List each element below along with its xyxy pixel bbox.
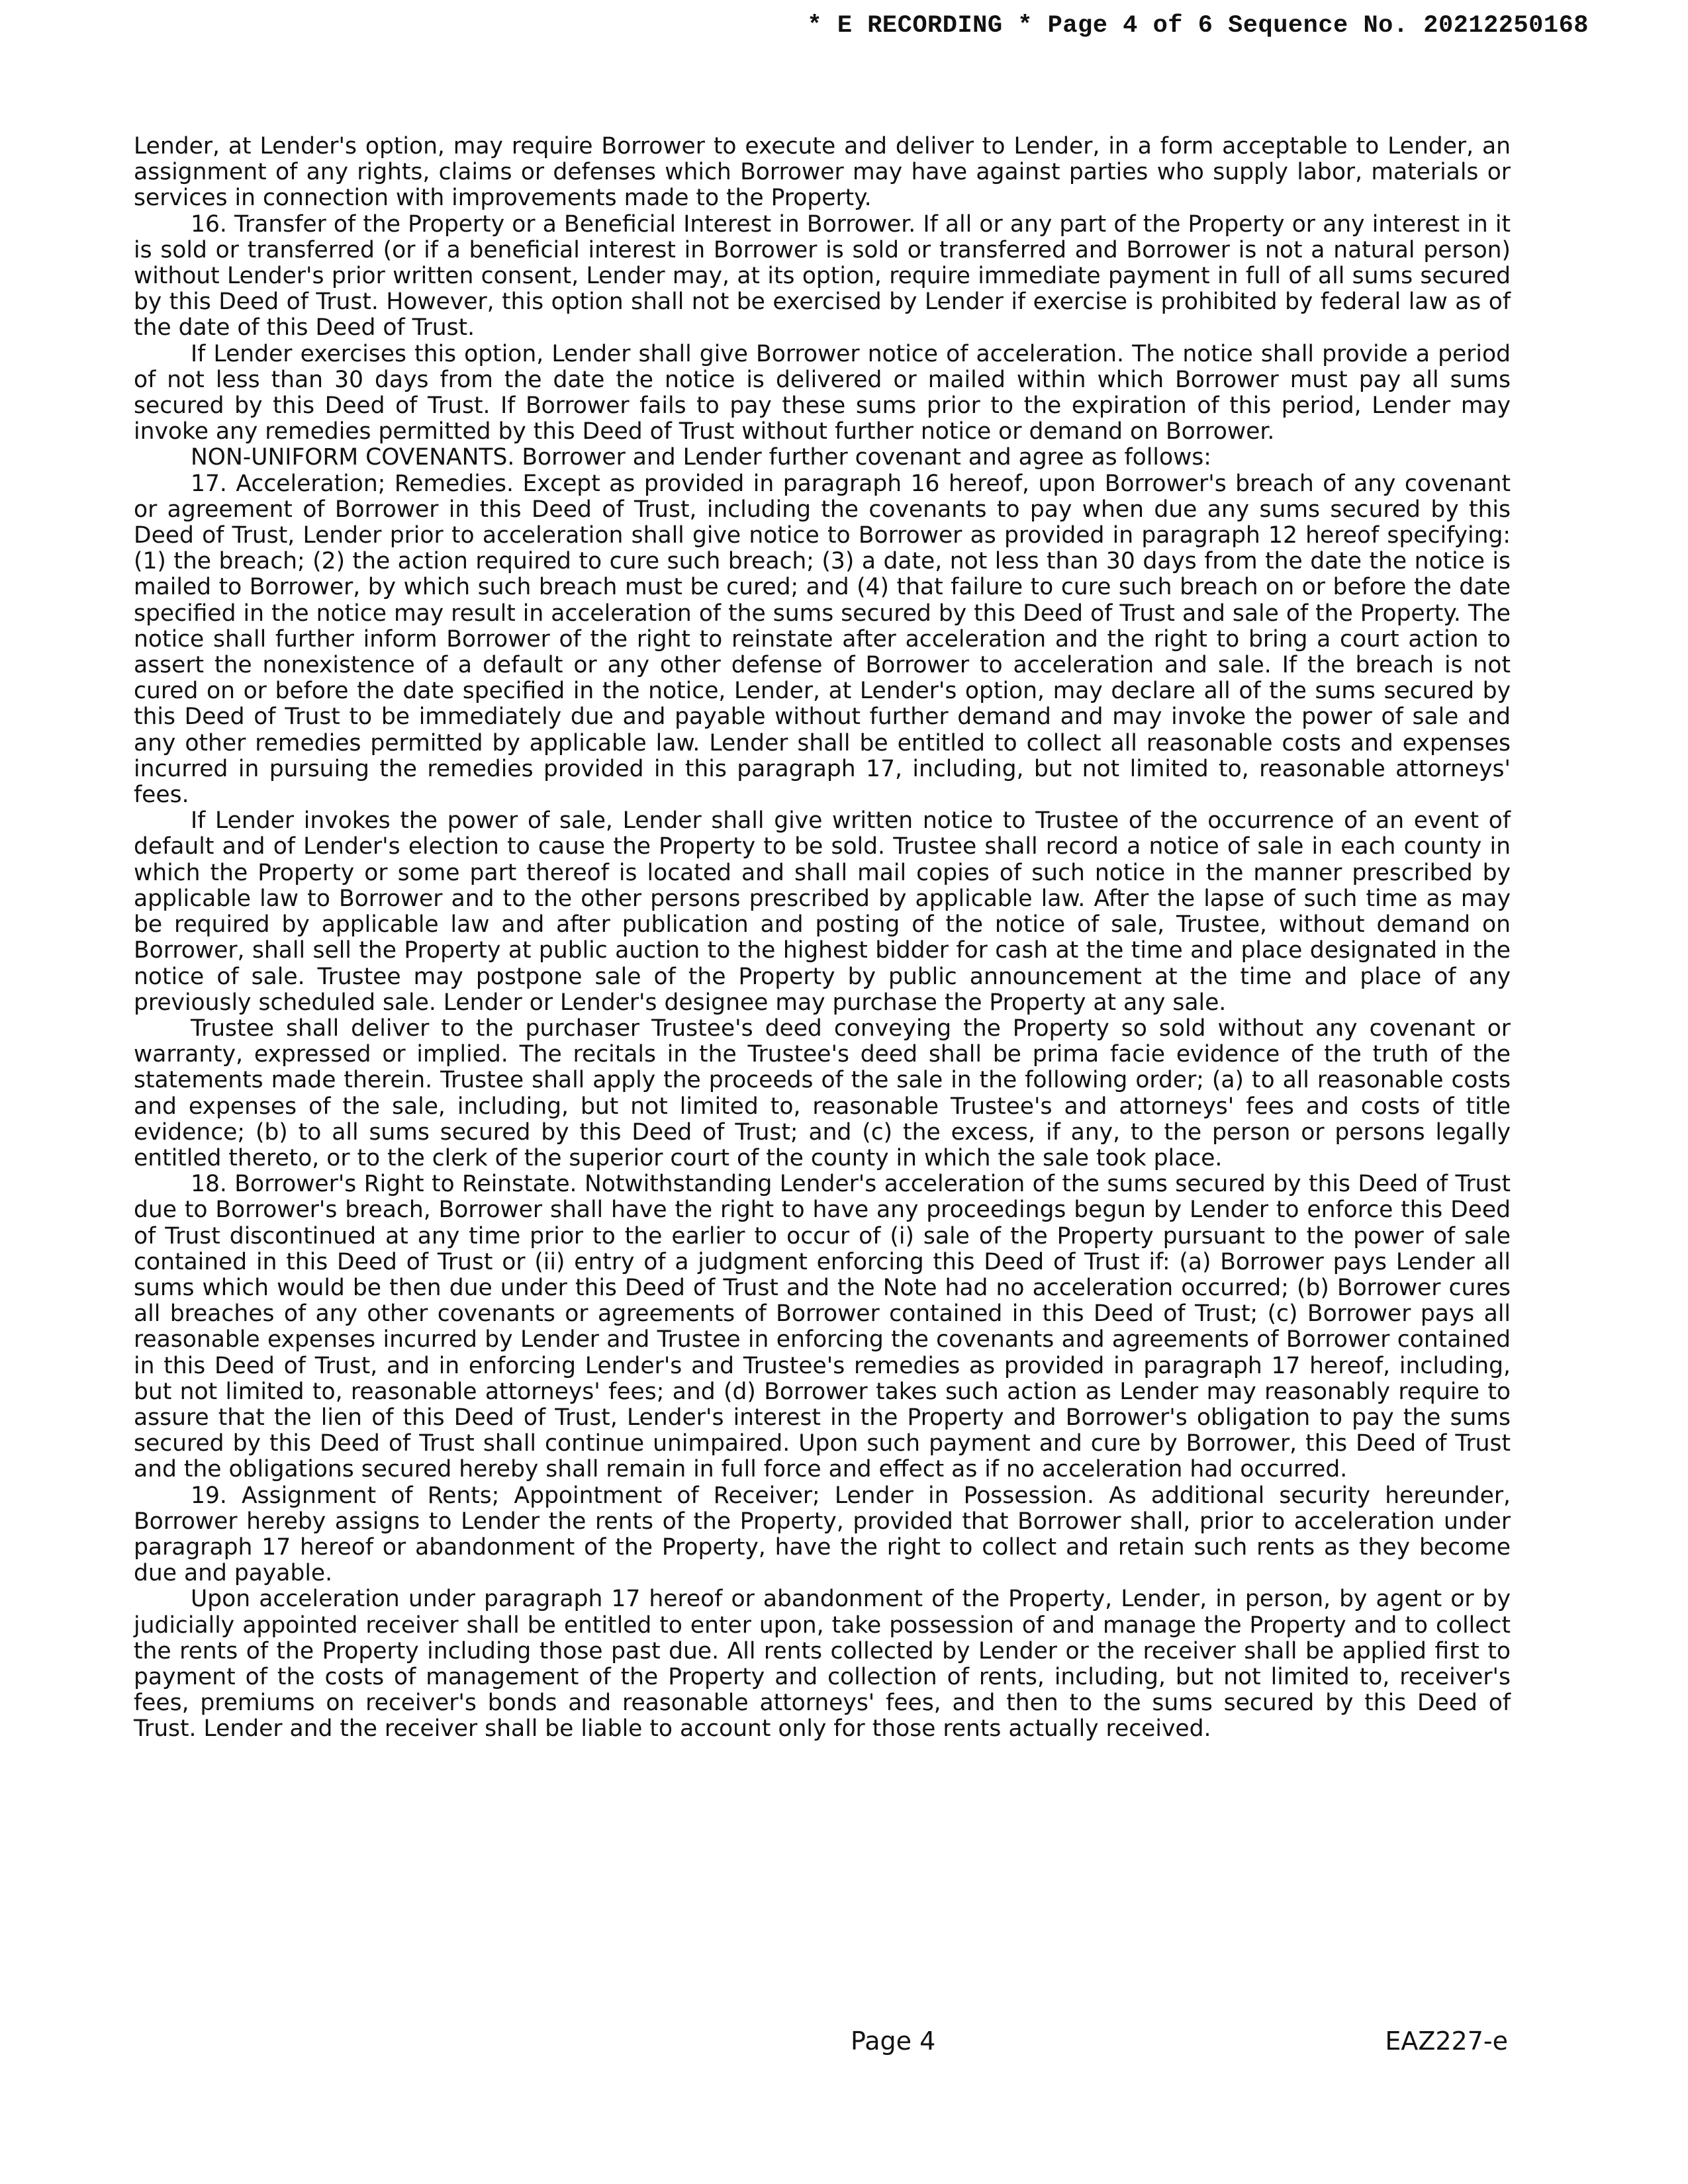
paragraph-power-of-sale: If Lender invokes the power of sale, Lender shall give written notice to Trustee of the occurrence of an event of default and of Lender's election to cause the Property to be sold. Trustee shall record a notice of sale in each county in which the Property or some part thereof is located and shall mail copies of such notice in the manner prescribed by applicable law to Borrower and to the other persons prescribed by applicable law. After the lapse of such time as may be required by applicable law and after publication and posting of the notice of sale, Trustee, without demand on Borrower, shall sell the Property at public auction to the highest bidder for cash at the time and place designated in the notice of sale. Trustee may postpone sale of the Property by public announcement at the time and place of any previously scheduled sale. Lender or Lender's designee may purchase the Property at any sale.: [134, 807, 1511, 1016]
footer-form-id: EAZ227-e: [1385, 2026, 1508, 2056]
document-body: [134, 134, 1511, 1743]
paragraph-16-transfer-of-property: 16. Transfer of the Property or a Beneficial Interest in Borrower. If all or any part of the Property or any interest in it is sold or transferred (or if a beneficial interest in Borrower is sold or transferred and Borrower is not a natural person) without Lender's prior written consent, Lender may, at its option, require immediate payment in full of all sums secured by this Deed of Trust. However, this option shall not be exercised by Lender if exercise is prohibited by federal law as of the date of this Deed of Trust.: [134, 210, 1511, 341]
paragraph-18-right-to-reinstate: 18. Borrower's Right to Reinstate. Notwithstanding Lender's acceleration of the sums secured by this Deed of Trust due to Borrower's breach, Borrower shall have the right to have any proceedings begun by Lender to enforce this Deed of Trust discontinued at any time prior to the earlier to occur of (i) sale of the Property pursuant to the power of sale contained in this Deed of Trust or (ii) entry of a judgment enforcing this Deed of Trust if: (a) Borrower pays Lender all sums which would be then due under this Deed of Trust and the Note had no acceleration occurred; (b) Borrower cures all breaches of any other covenants or agreements of Borrower contained in this Deed of Trust; (c) Borrower pays all reasonable expenses incurred by Lender and Trustee in enforcing the covenants and agreements of Borrower contained in this Deed of Trust, and in enforcing Lender's and Trustee's remedies as provided in paragraph 17 hereof, including, but not limited to, reasonable attorneys' fees; and (d) Borrower takes such action as Lender may reasonably require to assure that the lien of this Deed of Trust, Lender's interest in the Property and Borrower's obligation to pay the sums secured by this Deed of Trust shall continue unimpaired. Upon such payment and cure by Borrower, this Deed of Trust and the obligations secured hereby shall remain in full force and effect as if no acceleration had occurred.: [134, 1171, 1511, 1483]
paragraph-17-acceleration-remedies: 17. Acceleration; Remedies. Except as provided in paragraph 16 hereof, upon Borrower's breach of any covenant or agreement of Borrower in this Deed of Trust, including the covenants to pay when due any sums secured by this Deed of Trust, Lender prior to acceleration shall give notice to Borrower as provided in paragraph 12 hereof specifying: (1) the breach; (2) the action required to cure such breach; (3) a date, not less than 30 days from the date the notice is mailed to Borrower, by which such breach must be cured; and (4) that failure to cure such breach on or before the date specified in the notice may result in acceleration of the sums secured by this Deed of Trust and sale of the Property. The notice shall further inform Borrower of the right to reinstate after acceleration and the right to bring a court action to assert the nonexistence of a default or any other defense of Borrower to acceleration and sale. If the breach is not cured on or before the date specified in the notice, Lender, at Lender's option, may declare all of the sums secured by this Deed of Trust to be immediately due and payable without further demand and may invoke the power of sale and any other remedies permitted by applicable law. Lender shall be entitled to collect all reasonable costs and expenses incurred in pursuing the remedies provided in this paragraph 17, including, but not limited to, reasonable attorneys' fees.: [134, 470, 1511, 809]
paragraph-non-uniform-covenants: NON-UNIFORM COVENANTS. Borrower and Lender further covenant and agree as follows:: [191, 444, 1211, 471]
paragraph-trustee-deed: Trustee shall deliver to the purchaser Trustee's deed conveying the Property so sold without any covenant or warranty, expressed or implied. The recitals in the Trustee's deed shall be prima facie evidence of the truth of the statements made therein. Trustee shall apply the proceeds of the sale in the following order; (a) to all reasonable costs and expenses of the sale, including, but not limited to, reasonable Trustee's and attorneys' fees and costs of title evidence; (b) to all sums secured by this Deed of Trust; and (c) the excess, if any, to the person or persons legally entitled thereto, or to the clerk of the superior court of the county in which the sale took place.: [134, 1015, 1511, 1171]
paragraph-assignment-of-claims: Lender, at Lender's option, may require Borrower to execute and deliver to Lender, in a form acceptable to Lender, an assignment of any rights, claims or defenses which Borrower may have against parties who supply labor, materials or services in connection with improvements made to the Property.: [134, 133, 1511, 212]
footer-page-number: Page 4: [851, 2026, 936, 2056]
paragraph-receiver-rents: Upon acceleration under paragraph 17 hereof or abandonment of the Property, Lender, in person, by agent or by judicially appointed receiver shall be entitled to enter upon, take possession of and manage the Property and to collect the rents of the Property including those past due. All rents collected by Lender or the receiver shall be applied first to payment of the costs of management of the Property and collection of rents, including, but not limited to, receiver's fees, premiums on receiver's bonds and reasonable attorneys' fees, and then to the sums secured by this Deed of Trust. Lender and the receiver shall be liable to account only for those rents actually received.: [134, 1586, 1511, 1743]
paragraph-notice-of-acceleration: If Lender exercises this option, Lender shall give Borrower notice of acceleration. The notice shall provide a period of not less than 30 days from the date the notice is delivered or mailed within which Borrower must pay all sums secured by this Deed of Trust. If Borrower fails to pay these sums prior to the expiration of this period, Lender may invoke any remedies permitted by this Deed of Trust without further notice or demand on Borrower.: [134, 340, 1511, 445]
recording-header: * E RECORDING * Page 4 of 6 Sequence No. 20212250168: [807, 12, 1589, 40]
paragraph-19-assignment-of-rents: 19. Assignment of Rents; Appointment of Receiver; Lender in Possession. As additional security hereunder, Borrower hereby assigns to Lender the rents of the Property, provided that Borrower shall, prior to acceleration under paragraph 17 hereof or abandonment of the Property, have the right to collect and retain such rents as they become due and payable.: [134, 1482, 1511, 1587]
